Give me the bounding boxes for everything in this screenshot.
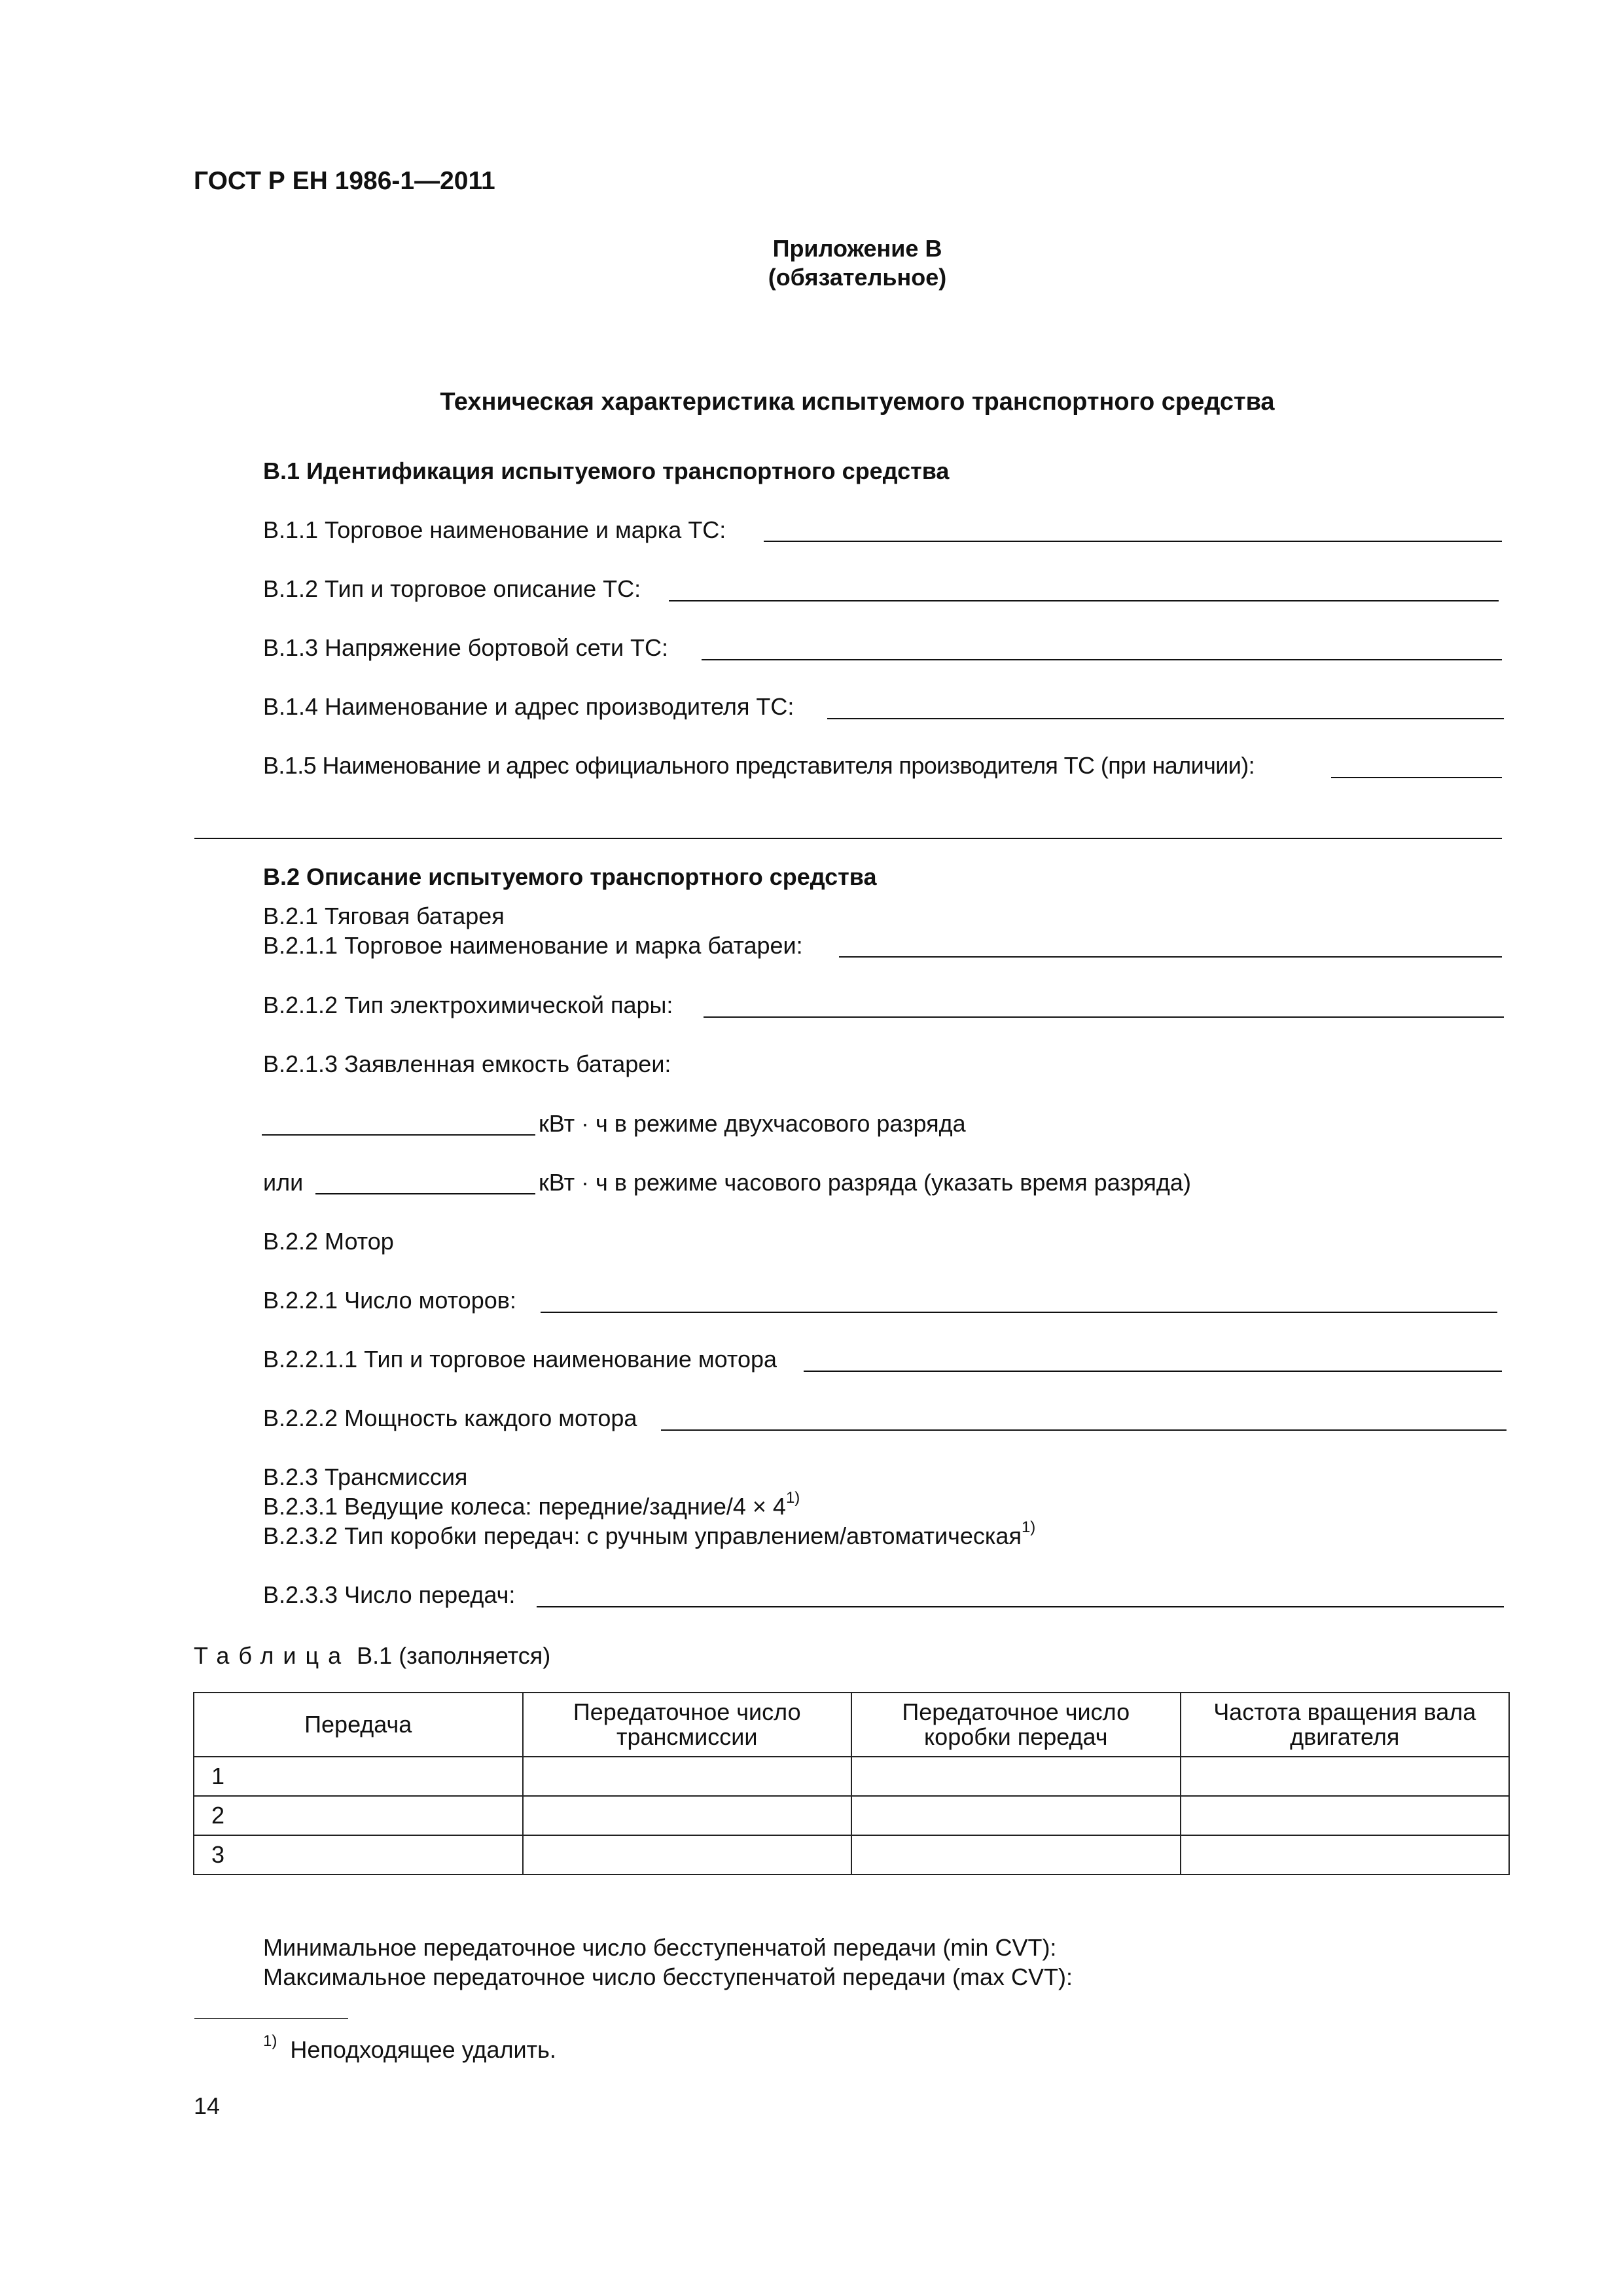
- field-b211-blank[interactable]: [839, 956, 1502, 958]
- field-b15-label: В.1.5 Наименование и адрес официального представителя производителя ТС (при наличии):: [263, 752, 1255, 779]
- table-cell[interactable]: [1181, 1796, 1510, 1835]
- field-b14-blank[interactable]: [827, 718, 1504, 719]
- table-header-row: [194, 1693, 1509, 1757]
- field-b222-blank[interactable]: [661, 1429, 1507, 1431]
- field-b212-label: В.2.1.2 Тип электрохимической пары:: [263, 992, 673, 1018]
- section-b2-heading: В.2 Описание испытуемого транспортного средства: [263, 863, 877, 890]
- separator-line[interactable]: [194, 838, 1502, 839]
- field-b213-label: В.2.1.3 Заявленная емкость батареи:: [263, 1050, 671, 1077]
- footnote-mark: 1): [263, 2032, 277, 2050]
- document-code: ГОСТ Р ЕН 1986-1—2011: [194, 167, 495, 195]
- column-header-engine-speed: Частота вращения вала двигателя: [1181, 1693, 1510, 1757]
- table-cell-gear: 1: [194, 1757, 523, 1796]
- field-b233-blank[interactable]: [537, 1606, 1504, 1607]
- column-header-gear: Передача: [194, 1693, 523, 1757]
- field-b221-label: В.2.2.1 Число моторов:: [263, 1287, 516, 1314]
- field-b12-label: В.1.2 Тип и торговое описание ТС:: [263, 575, 641, 602]
- field-b12-blank[interactable]: [669, 600, 1499, 601]
- table-cell[interactable]: [523, 1757, 852, 1796]
- field-b14-label: В.1.4 Наименование и адрес производителя ТС:: [263, 693, 794, 720]
- table-cell[interactable]: [851, 1835, 1181, 1874]
- capacity-2h-label: кВт · ч в режиме двухчасового разряда: [539, 1110, 966, 1137]
- table-cell-gear: 2: [194, 1796, 523, 1835]
- field-b13-label: В.1.3 Напряжение бортовой сети ТС:: [263, 634, 669, 661]
- field-b11-blank[interactable]: [764, 541, 1502, 542]
- field-b15-blank[interactable]: [1331, 777, 1502, 778]
- column-header-gearbox-ratio: Передаточное число коробки передач: [851, 1693, 1181, 1757]
- footnote-ref: 1): [1021, 1518, 1036, 1536]
- column-header-transmission-ratio: Передаточное число трансмиссии: [523, 1693, 852, 1757]
- field-b233-label: В.2.3.3 Число передач:: [263, 1581, 516, 1608]
- field-b212-blank[interactable]: [704, 1016, 1504, 1018]
- footnote: [263, 2032, 556, 2063]
- field-b222-label: В.2.2.2 Мощность каждого мотора: [263, 1405, 637, 1431]
- field-b2211-blank[interactable]: [804, 1371, 1502, 1372]
- table-cell[interactable]: [851, 1757, 1181, 1796]
- field-b211-label: В.2.1.1 Торговое наименование и марка батареи:: [263, 932, 803, 959]
- table-cell[interactable]: [1181, 1835, 1510, 1874]
- footnote-ref: 1): [785, 1489, 800, 1507]
- table-row: [194, 1757, 1509, 1796]
- main-title: Техническая характеристика испытуемого транспортного средства: [440, 388, 1275, 416]
- table-row: [194, 1835, 1509, 1874]
- page-number: 14: [194, 2092, 221, 2119]
- capacity-or: или: [263, 1169, 304, 1196]
- table-cell[interactable]: [851, 1796, 1181, 1835]
- table-caption: Таблица В.1 (заполняется): [194, 1642, 551, 1669]
- table-cell[interactable]: [523, 1796, 852, 1835]
- footnote-rule: [194, 2018, 348, 2019]
- b231-drive-wheels: В.2.3.1 Ведущие колеса: передние/задние/4 × $4^{1)}$: [263, 1489, 800, 1520]
- field-b221-blank[interactable]: [541, 1312, 1497, 1313]
- gear-ratio-table: [193, 1692, 1510, 1875]
- annex-title: Приложение В: [772, 235, 942, 262]
- table-row: [194, 1796, 1509, 1835]
- capacity-2h-blank[interactable]: [262, 1134, 535, 1136]
- field-b13-blank[interactable]: [702, 659, 1502, 660]
- b232-gearbox-type: В.2.3.2 Тип коробки передач: с ручным управлением/автоматическая$^{1)}$: [263, 1518, 1036, 1549]
- table-cell[interactable]: [1181, 1757, 1510, 1796]
- table-cell[interactable]: [523, 1835, 852, 1874]
- b21-traction-battery: В.2.1 Тяговая батарея: [263, 903, 505, 929]
- field-b2211-label: В.2.2.1.1 Тип и торговое наименование мотора: [263, 1346, 777, 1372]
- table-cell-gear: 3: [194, 1835, 523, 1874]
- capacity-1h-blank[interactable]: [315, 1193, 535, 1194]
- cvt-min-label: Минимальное передаточное число бесступенчатой передачи (min CVT):: [263, 1934, 1057, 1961]
- capacity-1h-label: кВт · ч в режиме часового разряда (указать время разряда): [539, 1169, 1191, 1196]
- footnote-text: Неподходящее удалить.: [290, 2036, 556, 2063]
- section-b1-heading: В.1 Идентификация испытуемого транспортного средства: [263, 457, 950, 484]
- b22-motor: В.2.2 Мотор: [263, 1228, 394, 1255]
- b23-transmission: В.2.3 Трансмиссия: [263, 1463, 468, 1490]
- field-b11-label: В.1.1 Торговое наименование и марка ТС:: [263, 516, 726, 543]
- annex-status: (обязательное): [768, 264, 947, 291]
- cvt-max-label: Максимальное передаточное число бесступенчатой передачи (max CVT):: [263, 1964, 1073, 1990]
